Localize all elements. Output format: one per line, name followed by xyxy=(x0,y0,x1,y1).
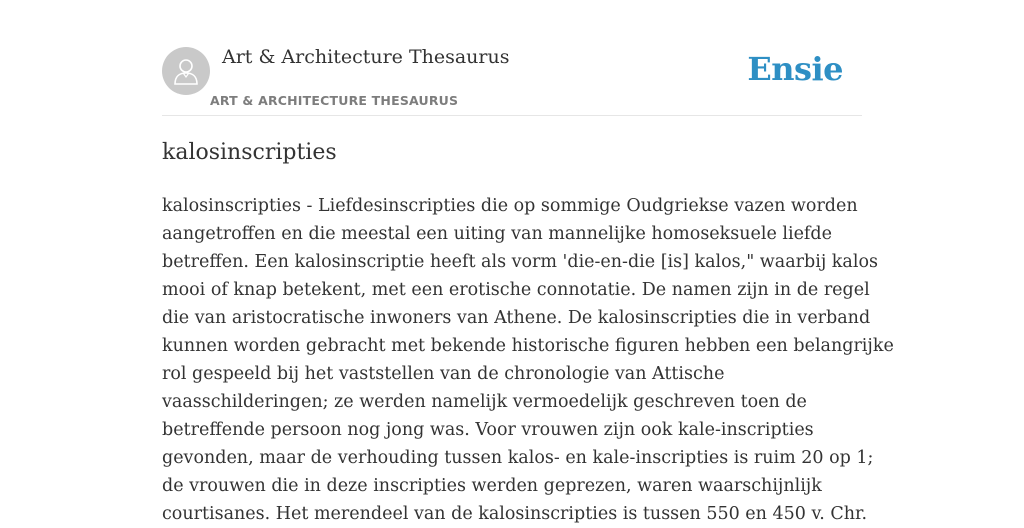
article-body-line: kunnen worden gebracht met bekende historische figuren hebben een belangrijke xyxy=(162,336,894,356)
author-avatar[interactable] xyxy=(162,47,210,95)
ensie-logo[interactable]: Ensie xyxy=(747,50,843,88)
article-body-line: gevonden, maar de verhouding tussen kalos- en kale-inscripties is ruim 20 op 1; xyxy=(162,448,874,468)
article-body-line: die van aristocratische inwoners van Athene. De kalosinscripties die in verband xyxy=(162,308,871,328)
author-name-link[interactable]: Art & Architecture Thesaurus xyxy=(222,46,510,68)
article-body-line: vaasschilderingen; ze werden namelijk vermoedelijk geschreven toen de xyxy=(162,392,807,412)
article-header xyxy=(162,0,862,116)
article-body-line: betreffende persoon nog jong was. Voor vrouwen zijn ook kale-inscripties xyxy=(162,420,814,440)
article-body-line: rol gespeeld bij het vaststellen van de chronologie van Attische xyxy=(162,364,725,384)
source-label[interactable]: ART & ARCHITECTURE THESAURUS xyxy=(210,93,459,108)
article-body-line: betreffen. Een kalosinscriptie heeft als vorm 'die-en-die [is] kalos," waarbij kalos xyxy=(162,252,878,272)
user-silhouette-icon xyxy=(171,56,201,86)
article-body-line: de vrouwen die in deze inscripties werden geprezen, waren waarschijnlijk xyxy=(162,476,822,496)
article-body xyxy=(162,192,894,528)
article-body-line: courtisanes. Het merendeel van de kalosinscripties is tussen 550 en 450 v. Chr. xyxy=(162,504,868,524)
article-title: kalosinscripties xyxy=(162,140,337,165)
article-container xyxy=(162,0,894,524)
article-body-line: aangetroffen en die meestal een uiting van mannelijke homoseksuele liefde xyxy=(162,224,832,244)
article-body-line: kalosinscripties - Liefdesinscripties die op sommige Oudgriekse vazen worden xyxy=(162,196,858,216)
article-body-line: mooi of knap betekent, met een erotische connotatie. De namen zijn in de regel xyxy=(162,280,870,300)
